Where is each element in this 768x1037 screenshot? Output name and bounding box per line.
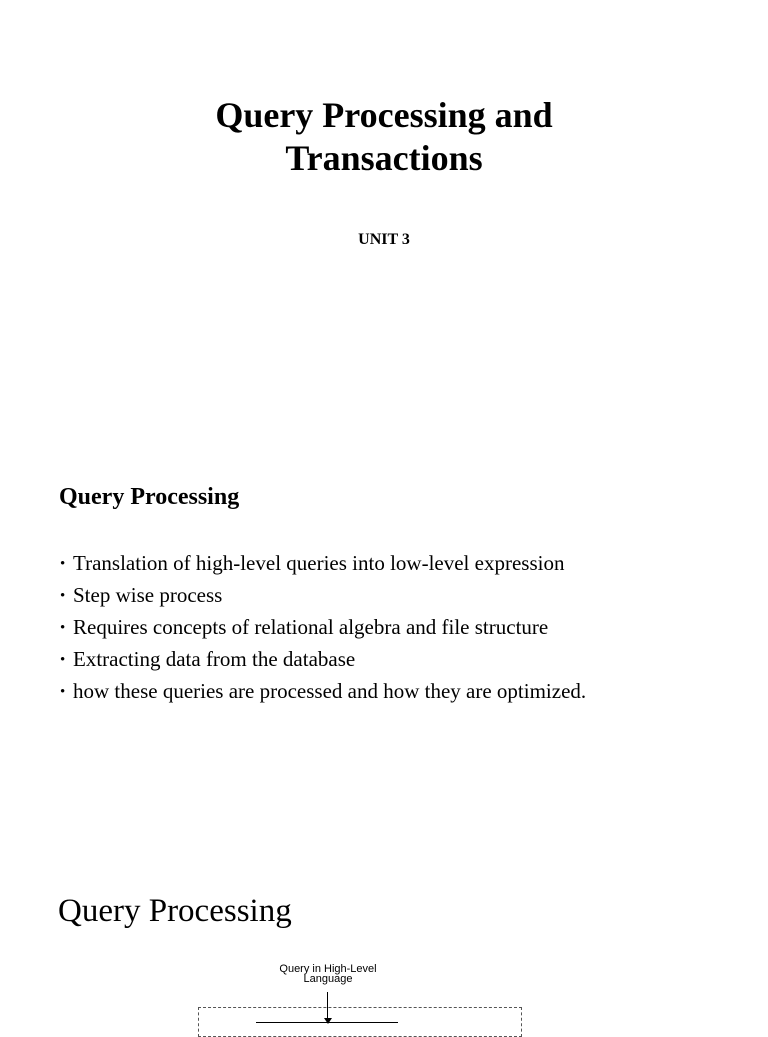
unit-label: UNIT 3 xyxy=(358,231,410,248)
bullet-list xyxy=(60,547,740,707)
bullet-item xyxy=(60,643,740,675)
bullet-item xyxy=(60,611,740,643)
slide-title xyxy=(0,94,768,180)
bullet-text: Translation of high-level queries into low-level expression xyxy=(73,551,565,575)
bullet-icon: • xyxy=(60,588,66,604)
bullet-item xyxy=(60,547,740,579)
section-heading: Query Processing xyxy=(59,484,240,510)
diagram-input-label xyxy=(240,964,416,984)
bullet-text: Extracting data from the database xyxy=(73,647,356,671)
bullet-text: how these queries are processed and how they are optimized. xyxy=(73,679,587,703)
bullet-text: Requires concepts of relational algebra and file structure xyxy=(73,615,549,639)
bullet-item xyxy=(60,579,740,611)
diagram-arrow-shaft xyxy=(327,992,328,1020)
diagram-input-label-line2: Language xyxy=(303,973,353,985)
query-processing-diagram xyxy=(190,960,530,1024)
bullet-icon: • xyxy=(60,556,66,572)
bullet-icon: • xyxy=(60,652,66,668)
bullet-item xyxy=(60,675,740,707)
bullet-text: Step wise process xyxy=(73,583,223,607)
slide-title-line2: Transactions xyxy=(285,138,483,178)
bullet-icon: • xyxy=(60,684,66,700)
bullet-icon: • xyxy=(60,620,66,636)
diagram-input-label-line1: Query in High-Level xyxy=(279,963,377,975)
slide-title-line1: Query Processing and xyxy=(215,95,553,135)
diagram-section-heading: Query Processing xyxy=(58,893,292,929)
